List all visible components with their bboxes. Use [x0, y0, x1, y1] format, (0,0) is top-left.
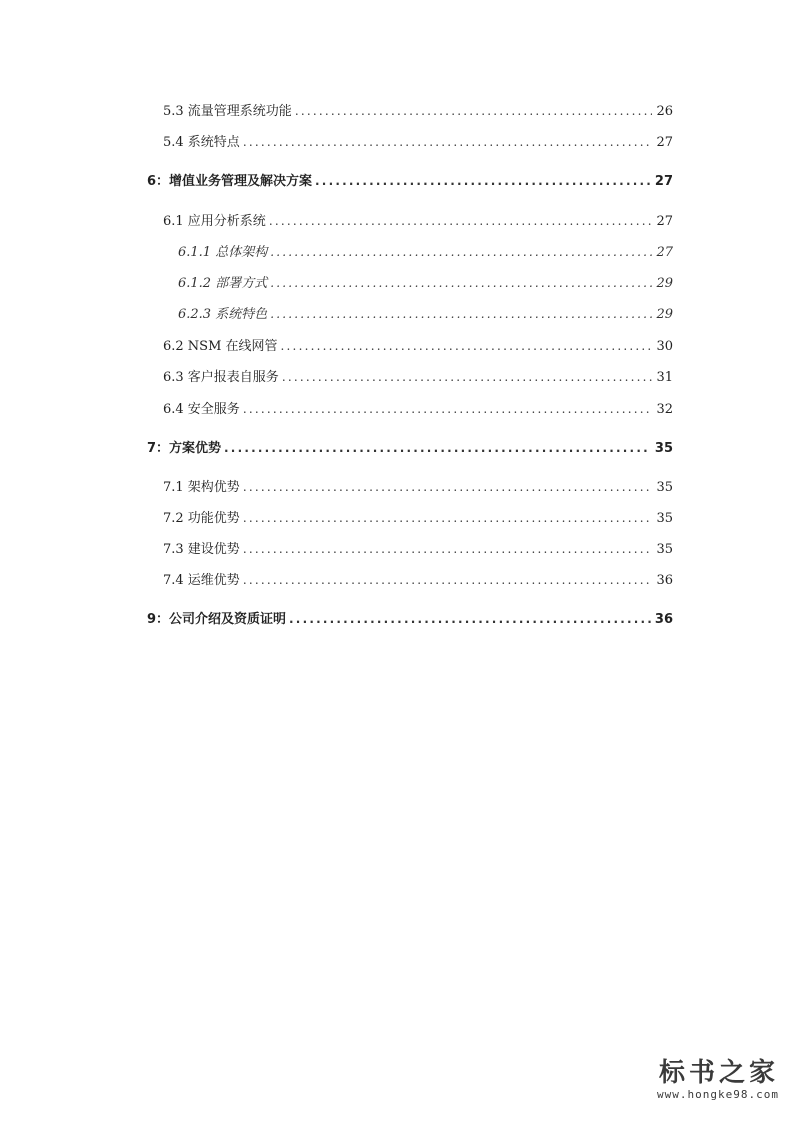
toc-dot-leader	[289, 610, 651, 628]
toc-dot-leader	[281, 337, 653, 355]
toc-dot-leader	[270, 305, 652, 323]
toc-entry-5-4[interactable]	[163, 133, 673, 152]
toc-entry-6[interactable]	[147, 172, 673, 191]
toc-entry-9[interactable]	[147, 610, 673, 629]
toc-entry-7-3[interactable]	[163, 540, 673, 559]
toc-entry-7[interactable]	[147, 439, 673, 458]
toc-entry-label: 5.3 流量管理系统功能	[163, 104, 292, 119]
toc-page-number: 26	[656, 104, 673, 119]
toc-entry-label: 6.2 NSM 在线网管	[163, 339, 278, 354]
toc-page-number: 27	[656, 135, 673, 150]
toc-dot-leader	[269, 212, 653, 230]
toc-page-number: 35	[654, 441, 673, 456]
toc-entry-6-1[interactable]	[163, 212, 673, 231]
toc-dot-leader	[295, 102, 653, 120]
toc-page-number: 27	[654, 174, 673, 189]
toc-entry-label: 6.1.2 部署方式	[178, 276, 268, 291]
toc-dot-leader	[243, 478, 653, 496]
toc-entry-label: 6.1.1 总体架构	[178, 245, 268, 260]
toc-dot-leader	[243, 509, 653, 527]
watermark-url: www.hongke98.com	[657, 1088, 779, 1101]
toc-page-number: 32	[656, 402, 673, 417]
toc-dot-leader	[270, 243, 652, 261]
toc-dot-leader	[243, 133, 653, 151]
toc-page-number: 35	[656, 511, 673, 526]
toc-entry-label: 5.4 系统特点	[163, 135, 240, 150]
toc-page-number: 29	[656, 276, 673, 291]
toc-dot-leader	[243, 540, 653, 558]
toc-entry-5-3[interactable]	[163, 102, 673, 121]
toc-dot-leader	[315, 172, 651, 190]
toc-entry-label: 6.1 应用分析系统	[163, 214, 266, 229]
toc-page-number: 36	[654, 612, 673, 627]
toc-page-number: 35	[656, 480, 673, 495]
toc-entry-7-2[interactable]	[163, 509, 673, 528]
toc-page-number: 30	[656, 339, 673, 354]
watermark-title: 标书之家	[658, 1058, 779, 1088]
toc-dot-leader	[270, 274, 652, 292]
toc-entry-label: 6：增值业务管理及解决方案	[147, 174, 313, 189]
toc-dot-leader	[224, 439, 651, 457]
toc-entry-label: 9：公司介绍及资质证明	[147, 612, 287, 627]
toc-dot-leader	[243, 571, 653, 589]
toc-entry-6-1-1[interactable]	[178, 243, 673, 262]
toc-entry-7-1[interactable]	[163, 478, 673, 497]
toc-entry-label: 6.4 安全服务	[163, 402, 240, 417]
toc-entry-label: 7：方案优势	[147, 441, 222, 456]
toc-entry-6-2[interactable]	[163, 337, 673, 356]
toc-dot-leader	[243, 400, 653, 418]
toc-entry-label: 7.4 运维优势	[163, 573, 240, 588]
watermark-logo	[629, 1058, 779, 1110]
toc-entry-label: 7.1 架构优势	[163, 480, 240, 495]
toc-page-number: 27	[656, 214, 673, 229]
toc-page-number: 29	[656, 307, 673, 322]
toc-dot-leader	[282, 368, 653, 386]
toc-page-number: 36	[656, 573, 673, 588]
toc-entry-label: 6.3 客户报表自服务	[163, 370, 279, 385]
toc-entry-7-4[interactable]	[163, 571, 673, 590]
toc-page-number: 27	[656, 245, 673, 260]
toc-page-number: 31	[656, 370, 673, 385]
toc-entry-label: 7.2 功能优势	[163, 511, 240, 526]
toc-entry-6-1-2[interactable]	[178, 274, 673, 293]
toc-entry-label: 6.2.3 系统特色	[178, 307, 268, 322]
toc-entry-6-3[interactable]	[163, 368, 673, 387]
toc-entry-6-4[interactable]	[163, 400, 673, 419]
toc-entry-label: 7.3 建设优势	[163, 542, 240, 557]
toc-entry-6-2-3[interactable]	[178, 305, 673, 324]
toc-page-number: 35	[656, 542, 673, 557]
